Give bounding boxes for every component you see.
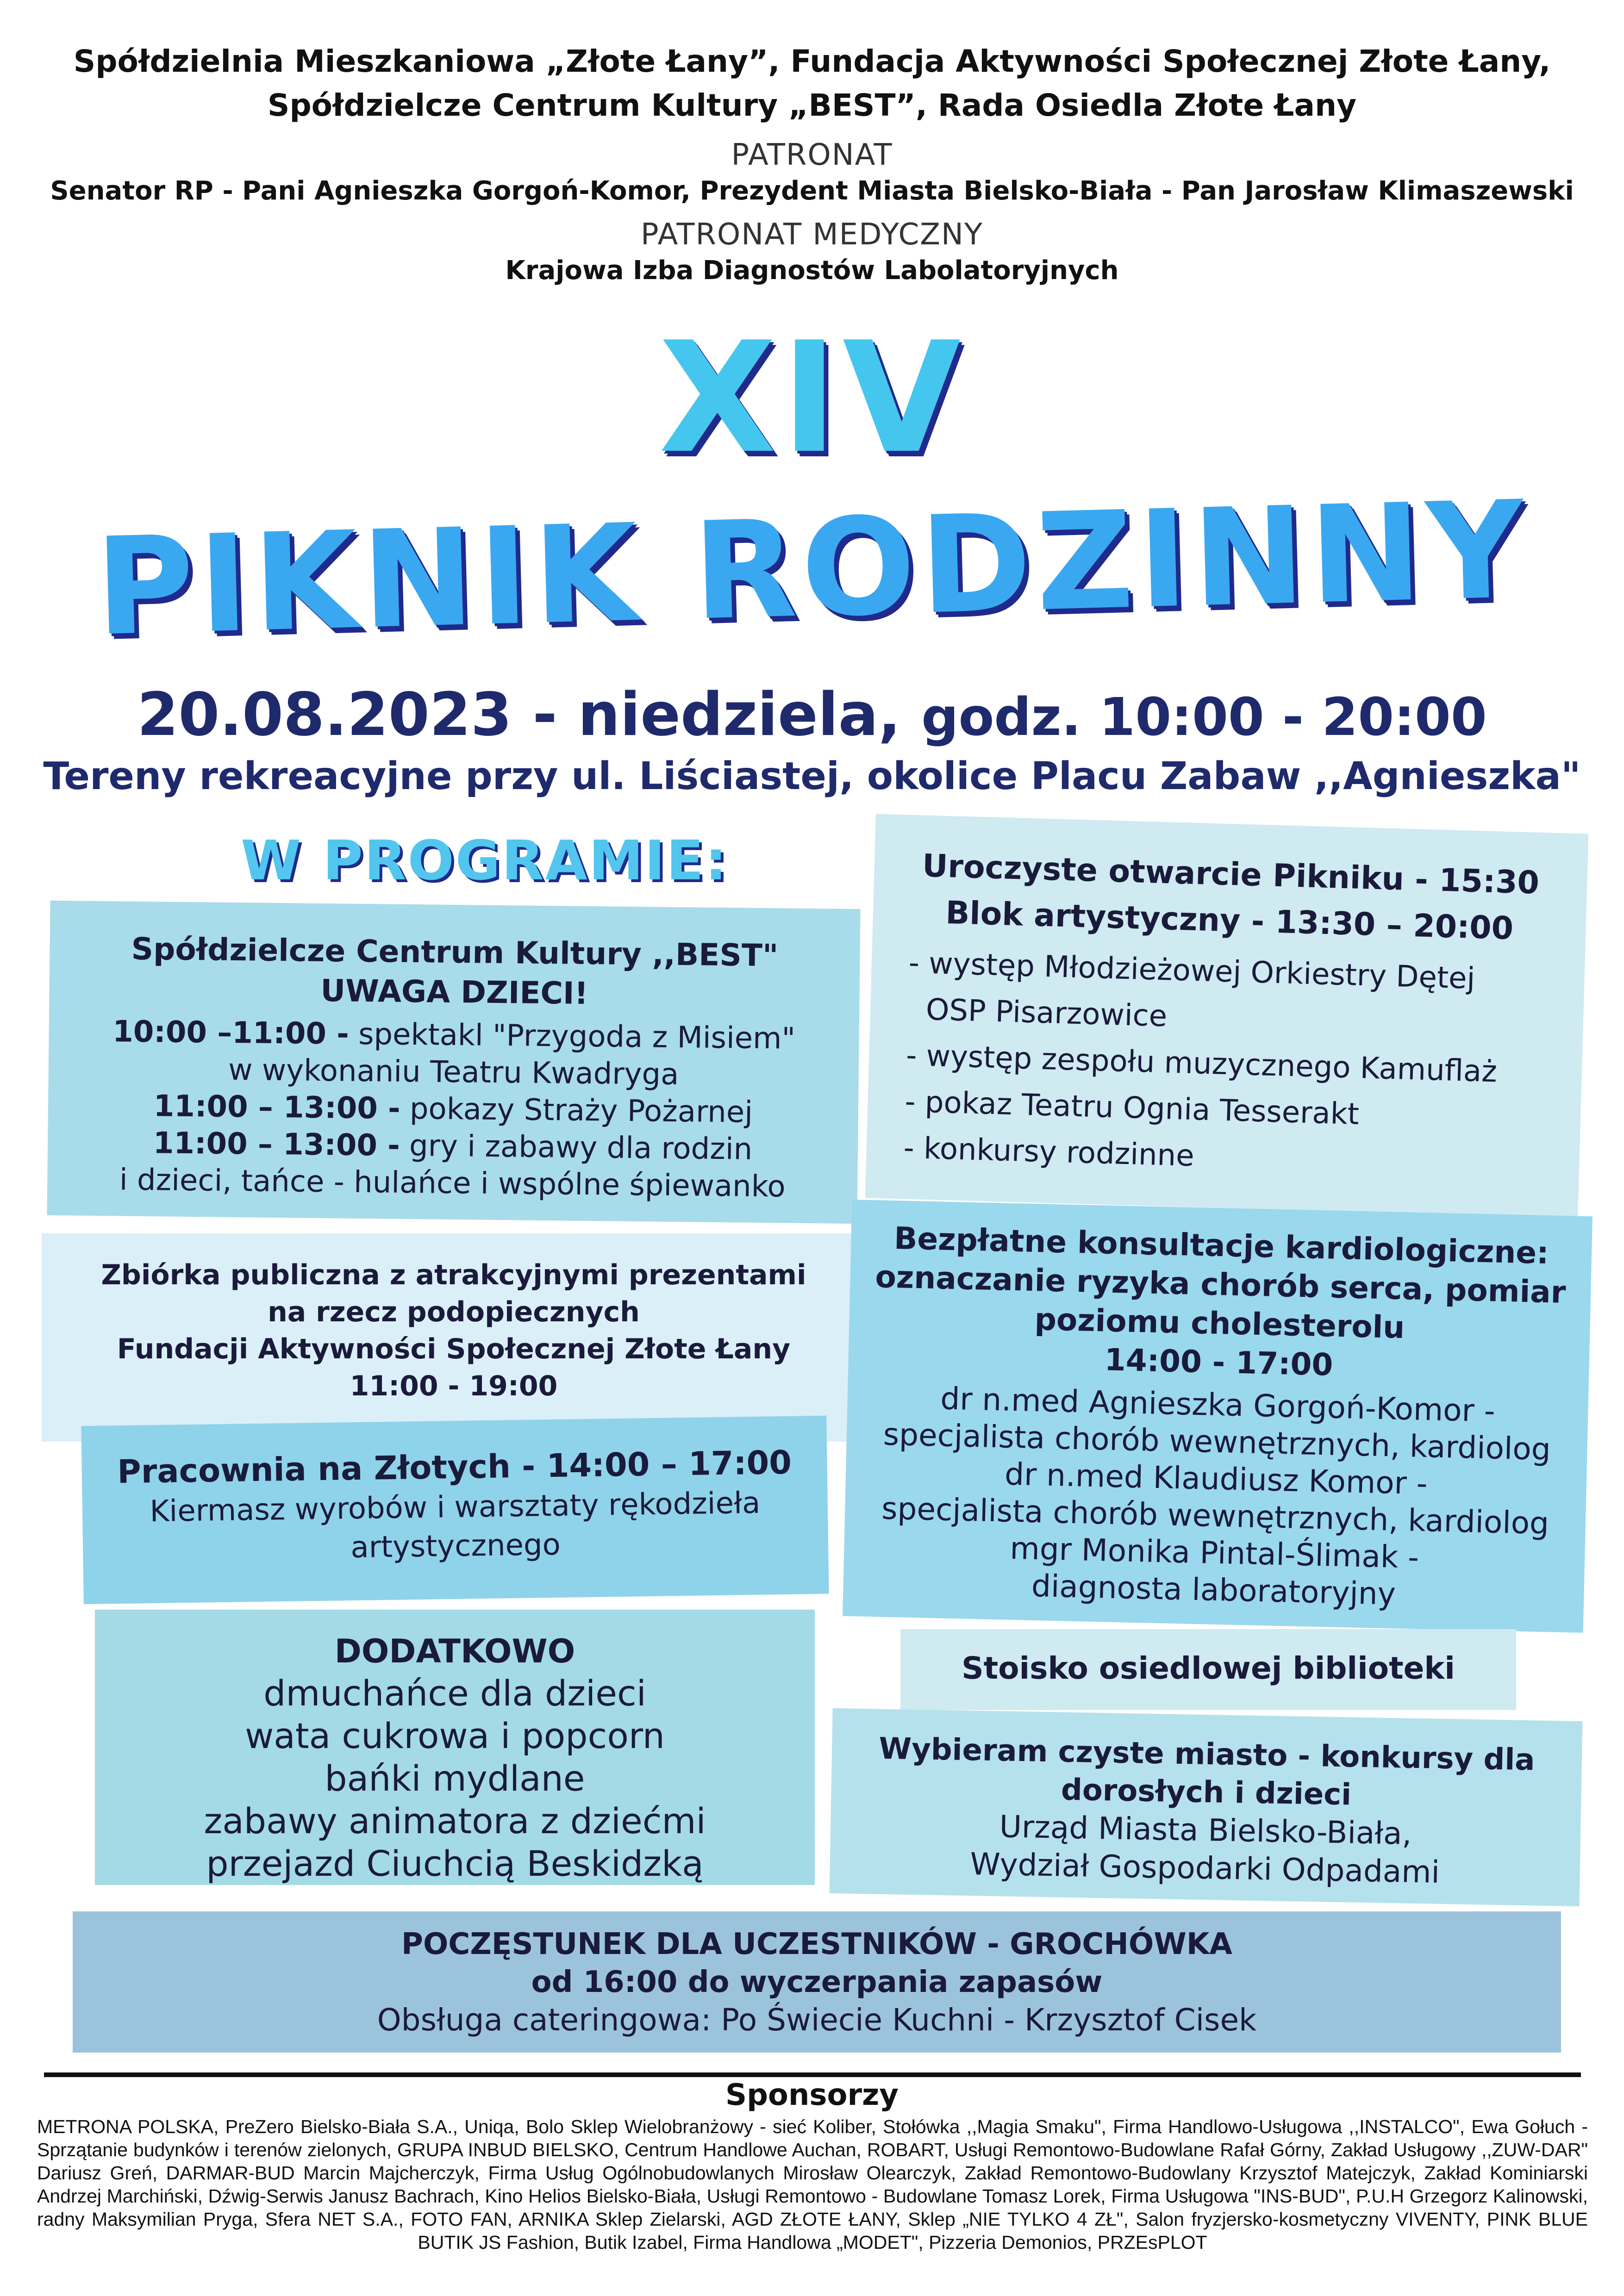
cardio-line: dr n.med Agnieszka Gorgoń-Komor -	[940, 1381, 1496, 1429]
cardio-line: specjalista chorób wewnętrznych, kardiolog	[881, 1490, 1549, 1542]
cardio-line: dr n.med Klaudiusz Komor -	[1004, 1456, 1428, 1502]
cardio-heading-3: poziomu cholesterolu	[1034, 1301, 1405, 1346]
best-item-2-time: 11:00 – 13:00 -	[153, 1089, 401, 1126]
medical-patronage-heading: PATRONAT MEDYCZNY	[641, 218, 983, 252]
collection-line-2: na rzecz podopiecznych	[268, 1296, 640, 1328]
best-item-1-text: spektakl "Przygoda z Misiem"	[349, 1017, 796, 1056]
clean-line-1: Urząd Miasta Bielsko-Biała,	[999, 1809, 1412, 1852]
workshop-box	[81, 1416, 829, 1604]
cardio-heading-1: Bezpłatne konsultacje kardiologiczne:	[893, 1220, 1549, 1271]
organizers-line-2: Spółdzielcze Centrum Kultury „BEST”, Rada Osiedla Złote Łany	[267, 87, 1357, 123]
collection-line-4: 11:00 - 19:00	[350, 1370, 558, 1402]
opening-item: - pokaz Teatru Ognia Tesserakt	[904, 1084, 1360, 1132]
cardio-heading-2: oznaczanie ryzyka chorób serca, pomiar	[874, 1259, 1567, 1310]
collection-line-3: Fundacji Aktywności Społecznej Złote Łany	[117, 1333, 791, 1365]
extra-item: przejazd Ciuchcią Beskidzką	[206, 1843, 704, 1884]
best-item-1-text-2: w wykonaniu Teatru Kwadryga	[228, 1052, 679, 1092]
patronage-names: Senator RP - Pani Agnieszka Gorgoń-Komor, Prezydent Miasta Bielsko-Biała - Pan Jarosław Klimaszewski	[50, 176, 1574, 206]
cardio-heading-4: 14:00 - 17:00	[1104, 1342, 1334, 1383]
cardio-line: mgr Monika Pintal-Ślimak -	[1009, 1530, 1419, 1575]
best-heading-1: Spółdzielcze Centrum Kultury ,,BEST"	[131, 931, 779, 974]
best-item-1-time: 10:00 –11:00 -	[112, 1014, 350, 1052]
food-heading-1: POCZĘSTUNEK DLA UCZESTNIKÓW - GROCHÓWKA	[401, 1927, 1232, 1961]
program-heading: W PROGRAMIE:	[241, 828, 729, 892]
clean-heading-1: Wybieram czyste miasto - konkursy dla	[878, 1731, 1536, 1778]
title-name: PIKNIK RODZINNY	[94, 472, 1530, 666]
organizers-line-1: Spółdzielnia Mieszkaniowa „Złote Łany”, Fundacja Aktywności Społecznej Złote Łany,	[73, 44, 1551, 79]
opening-item: - konkursy rodzinne	[903, 1131, 1195, 1174]
medical-patronage-name: Krajowa Izba Diagnostów Labolatoryjnych	[505, 255, 1119, 286]
organizers	[0, 39, 1624, 127]
extra-box	[95, 1610, 815, 1885]
event-hours: godz. 10:00 - 20:00	[921, 687, 1487, 747]
sponsors-list: METRONA POLSKA, PreZero Bielsko-Biała S.A., Uniqa, Bolo Sklep Wielobranżowy - sieć Koliber, Stołówka ,,Magia Smaku", Firma Handlowo-Usługowa ,,INSTALCO", Ewa Gołuch - Sprzątanie budynków i terenów zielonych, GRUPA INBUD BIELSKO, Centrum Handlowe Auchan, ROBART, Usługi Remontowo-Budowlane Rafał Górny, Zakład Usługowy ,,ZUW-DAR" Dariusz Greń, DARMAR-BUD Marcin Majcherczyk, Firma Usług Ogólnobudowlanych Mirosław Olearczyk, Zakład Remontowo-Budowlany Krzysztof Matejczyk, Zakład Kominiarski Andrzej Marchiński, Dźwig-Serwis Janusz Bachrach, Kino Helios Bielsko-Biała, Usługi Remontowo - Budowlane Tomasz Lorek, Firma Usługowa "INS-BUD", P.U.H Grzegorz Kalinowski, radny Maksymilian Pryga, Sfera NET S.A., FOTO FAN, ARNIKA Sklep Zielarski, AGD ZŁOTE ŁANY, Sklep „NIE TYLKO 4 ZŁ", Salon fryzjersko-kosmetyczny VIVENTY, PINK BLUE BUTIK JS Fashion, Butik Izabel, Firma Handlowa „MODET", Pizzeria Demonios, PRZEsPLOT	[37, 2116, 1588, 2253]
food-heading-2: od 16:00 do wyczerpania zapasów	[531, 1965, 1103, 1999]
extra-item: wata cukrowa i popcorn	[245, 1715, 665, 1756]
extra-item: bańki mydlane	[325, 1758, 585, 1799]
opening-item: OSP Pisarzowice	[925, 992, 1168, 1034]
cardio-line: diagnosta laboratoryjny	[1031, 1568, 1396, 1612]
food-line: Obsługa cateringowa: Po Świecie Kuchni - Krzysztof Cisek	[377, 2002, 1257, 2038]
cardio-box	[843, 1200, 1593, 1633]
opening-heading-2: Blok artystyczny - 13:30 – 20:00	[945, 894, 1514, 947]
cardio-line: specjalista chorób wewnętrznych, kardiolog	[883, 1416, 1551, 1468]
collection-line-1: Zbiórka publiczna z atrakcyjnymi prezentami	[101, 1259, 806, 1291]
best-box	[47, 901, 860, 1224]
library-heading: Stoisko osiedlowej biblioteki	[962, 1650, 1455, 1686]
best-item-3-time: 11:00 – 13:00 -	[153, 1126, 400, 1163]
opening-item: - występ zespołu muzycznego Kamuflaż	[906, 1038, 1498, 1089]
workshop-heading: Pracownia na Złotych - 14:00 – 17:00	[117, 1443, 792, 1491]
collection-box	[42, 1233, 866, 1442]
title-numeral: XIV	[658, 309, 966, 487]
extra-item: dmuchańce dla dzieci	[263, 1673, 646, 1714]
opening-box	[865, 814, 1589, 1218]
clean-city-box	[830, 1708, 1583, 1906]
clean-heading-2: dorosłych i dzieci	[1061, 1773, 1352, 1812]
extra-heading: DODATKOWO	[334, 1632, 575, 1670]
extra-item: zabawy animatora z dziećmi	[204, 1800, 706, 1842]
best-item-3-text: gry i zabawy dla rodzin	[400, 1128, 753, 1167]
library-box	[900, 1629, 1516, 1710]
sponsors-heading: Sponsorzy	[725, 2078, 899, 2112]
patronage-heading: PATRONAT	[731, 138, 893, 172]
opening-heading-1: Uroczyste otwarcie Pikniku - 15:30	[922, 847, 1540, 902]
food-box	[73, 1911, 1561, 2053]
divider	[44, 2072, 1581, 2077]
workshop-line-1: Kiermasz wyrobów i warsztaty rękodzieła	[150, 1486, 761, 1529]
opening-item: - występ Młodzieżowej Orkiestry Dętej	[908, 946, 1476, 996]
best-item-2-text: pokazy Straży Pożarnej	[400, 1091, 753, 1130]
event-date: 20.08.2023 - niedziela,	[137, 680, 901, 749]
clean-line-2: Wydział Gospodarki Odpadami	[969, 1846, 1440, 1890]
event-location: Tereny rekreacyjne przy ul. Liściastej, okolice Placu Zabaw ,,Agnieszka"	[43, 754, 1581, 798]
event-date-line	[0, 680, 1624, 749]
best-item-3-text-2: i dzieci, tańce - hulańce i wspólne śpiewanko	[119, 1163, 786, 1204]
workshop-line-2: artystycznego	[350, 1527, 561, 1565]
best-heading-2: UWAGA DZIECI!	[320, 972, 589, 1012]
